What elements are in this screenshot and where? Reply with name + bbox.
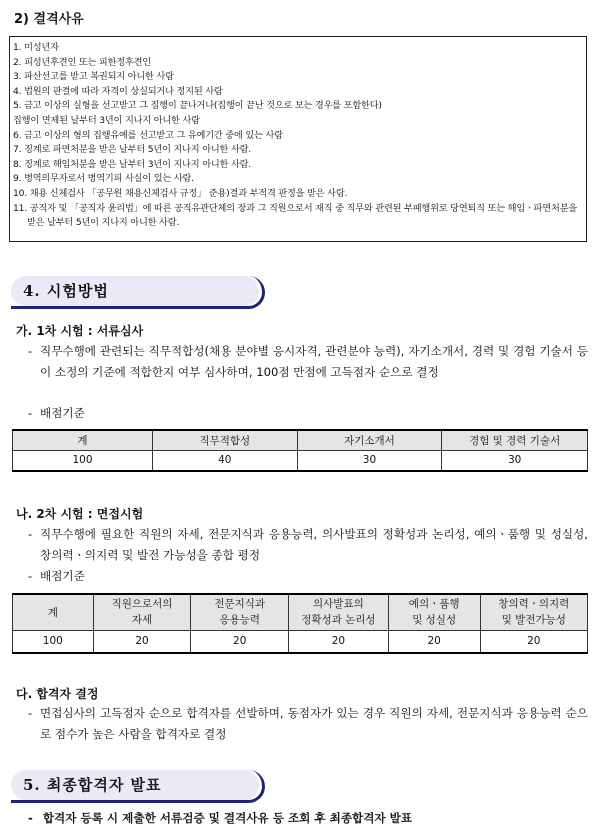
- first-exam-criteria: [28, 403, 588, 424]
- section-heading-text: 4. 시험방법: [23, 282, 109, 300]
- criteria-label: 배점기준: [40, 569, 85, 583]
- dash-bullet: -: [28, 406, 33, 420]
- first-exam-score-table: [12, 429, 588, 472]
- table-cell: 20: [93, 630, 191, 653]
- list-item: 5. 금고 이상의 실형을 선고받고 그 집행이 끝나거나(집행이 끝난 것으로 보는 경우를 포함한다): [13, 100, 382, 112]
- section-heading-exam-method: [11, 276, 265, 306]
- list-item: 8. 징계로 해임처분을 받은 날부터 3년이 지나지 아니한 사람.: [13, 158, 252, 170]
- dash-bullet: -: [28, 811, 33, 825]
- list-item: 10. 채용 신체검사 「공무원 채용신체검사 규정」 준용)결과 부적격 판정을 받은 사람.: [13, 187, 348, 199]
- second-exam-description: [28, 524, 588, 566]
- description-text: 면접심사의 고득점자 순으로 합격자를 선발하며, 동점자가 있는 경우 직원의 자세, 전문지식과 응용능력 순으로 점수가 높은 사람을 합격자로 결정: [40, 706, 588, 741]
- table-cell: 20: [388, 630, 480, 653]
- table-header: 직무적합성: [152, 430, 297, 450]
- list-item: 7. 징계로 파면처분을 받은 날부터 5년이 지나지 아니한 사람.: [13, 144, 252, 156]
- second-exam-heading: 나. 2차 시험 : 면접시험: [16, 507, 144, 521]
- list-item: 11. 공직자 및 「공직자 윤리법」에 따른 공직유관단체의 장과 그 직원으로서 재직 중 직무와 관련된 부패행위로 당연퇴직 또는 해임ㆍ파면처분을 받은 날부터 5년이 지나지 아니한 사람.: [13, 202, 578, 229]
- description-text: 직무수행에 필요한 직원의 자세, 전문지식과 응용능력, 의사발표의 정확성과 논리성, 예의ㆍ품행 및 성실성, 창의력ㆍ의지력 및 발전 가능성을 종합 평정: [40, 527, 588, 562]
- pass-decision-heading: 다. 합격자 결정: [16, 687, 99, 701]
- table-header: 자기소개서: [297, 430, 442, 450]
- table-header: 경험 및 경력 기술서: [442, 430, 588, 450]
- first-exam-description: [28, 341, 588, 383]
- description-text: 합격자 등록 시 제출한 서류검증 및 결격사유 등 조회 후 최종합격자 발표: [42, 811, 413, 825]
- section-heading-text: 5. 최종합격자 발표: [23, 776, 162, 794]
- list-item: 9. 병역의무자로서 병역기피 사실이 있는 사람.: [13, 173, 194, 185]
- section-heading-final-announcement: [11, 770, 265, 800]
- dash-bullet: -: [28, 527, 33, 541]
- list-item: 2. 피성년후견인 또는 피한정후견인: [13, 56, 151, 68]
- criteria-label: 배점기준: [40, 406, 85, 420]
- description-text: 직무수행에 관련되는 직무적합성(채용 분야별 응시자격, 관련분야 능력), 자기소개서, 경력 및 경험 기술서 등이 소정의 기준에 적합한지 여부 심사하며, 100점 만점에 고득점자 순으로 결정: [40, 344, 588, 379]
- table-header: 전문지식과 응용능력: [191, 594, 289, 630]
- table-header: 창의력ㆍ의지력 및 발전가능성: [480, 594, 587, 630]
- table-cell: 100: [13, 630, 94, 653]
- second-exam-score-table: [12, 593, 588, 654]
- first-exam-heading: 가. 1차 시험 : 서류심사: [16, 324, 144, 338]
- disqualification-list: [9, 36, 587, 242]
- dash-bullet: -: [28, 344, 33, 358]
- table-header: 계: [13, 430, 153, 450]
- second-exam-criteria: [28, 566, 588, 587]
- table-cell: 40: [152, 450, 297, 471]
- table-cell: 20: [289, 630, 389, 653]
- list-item: 1. 미성년자: [13, 42, 59, 53]
- pass-decision-description: [28, 703, 588, 745]
- list-item: 6. 금고 이상의 형의 집행유예를 선고받고 그 유예기간 중에 있는 사람: [13, 129, 283, 141]
- list-item: 집행이 면제된 날부터 3년이 지나지 아니한 사람: [13, 114, 200, 126]
- list-item: 4. 법원의 판결에 따라 자격이 상실되거나 정지된 사람: [13, 85, 223, 97]
- table-header: 계: [13, 594, 94, 630]
- table-header: 예의ㆍ품행 및 성실성: [388, 594, 480, 630]
- section-title-disqualification: 2) 결격사유: [14, 12, 84, 27]
- table-cell: 30: [297, 450, 442, 471]
- table-header: 의사발표의 정확성과 논리성: [289, 594, 389, 630]
- table-cell: 100: [13, 450, 153, 471]
- table-cell: 20: [480, 630, 587, 653]
- list-item: 3. 파산선고를 받고 복권되지 아니한 사람: [13, 71, 174, 83]
- dash-bullet: -: [28, 706, 33, 720]
- final-announcement-description: [28, 810, 412, 826]
- table-cell: 30: [442, 450, 588, 471]
- dash-bullet: -: [28, 569, 33, 583]
- table-header: 직원으로서의 자세: [93, 594, 191, 630]
- table-cell: 20: [191, 630, 289, 653]
